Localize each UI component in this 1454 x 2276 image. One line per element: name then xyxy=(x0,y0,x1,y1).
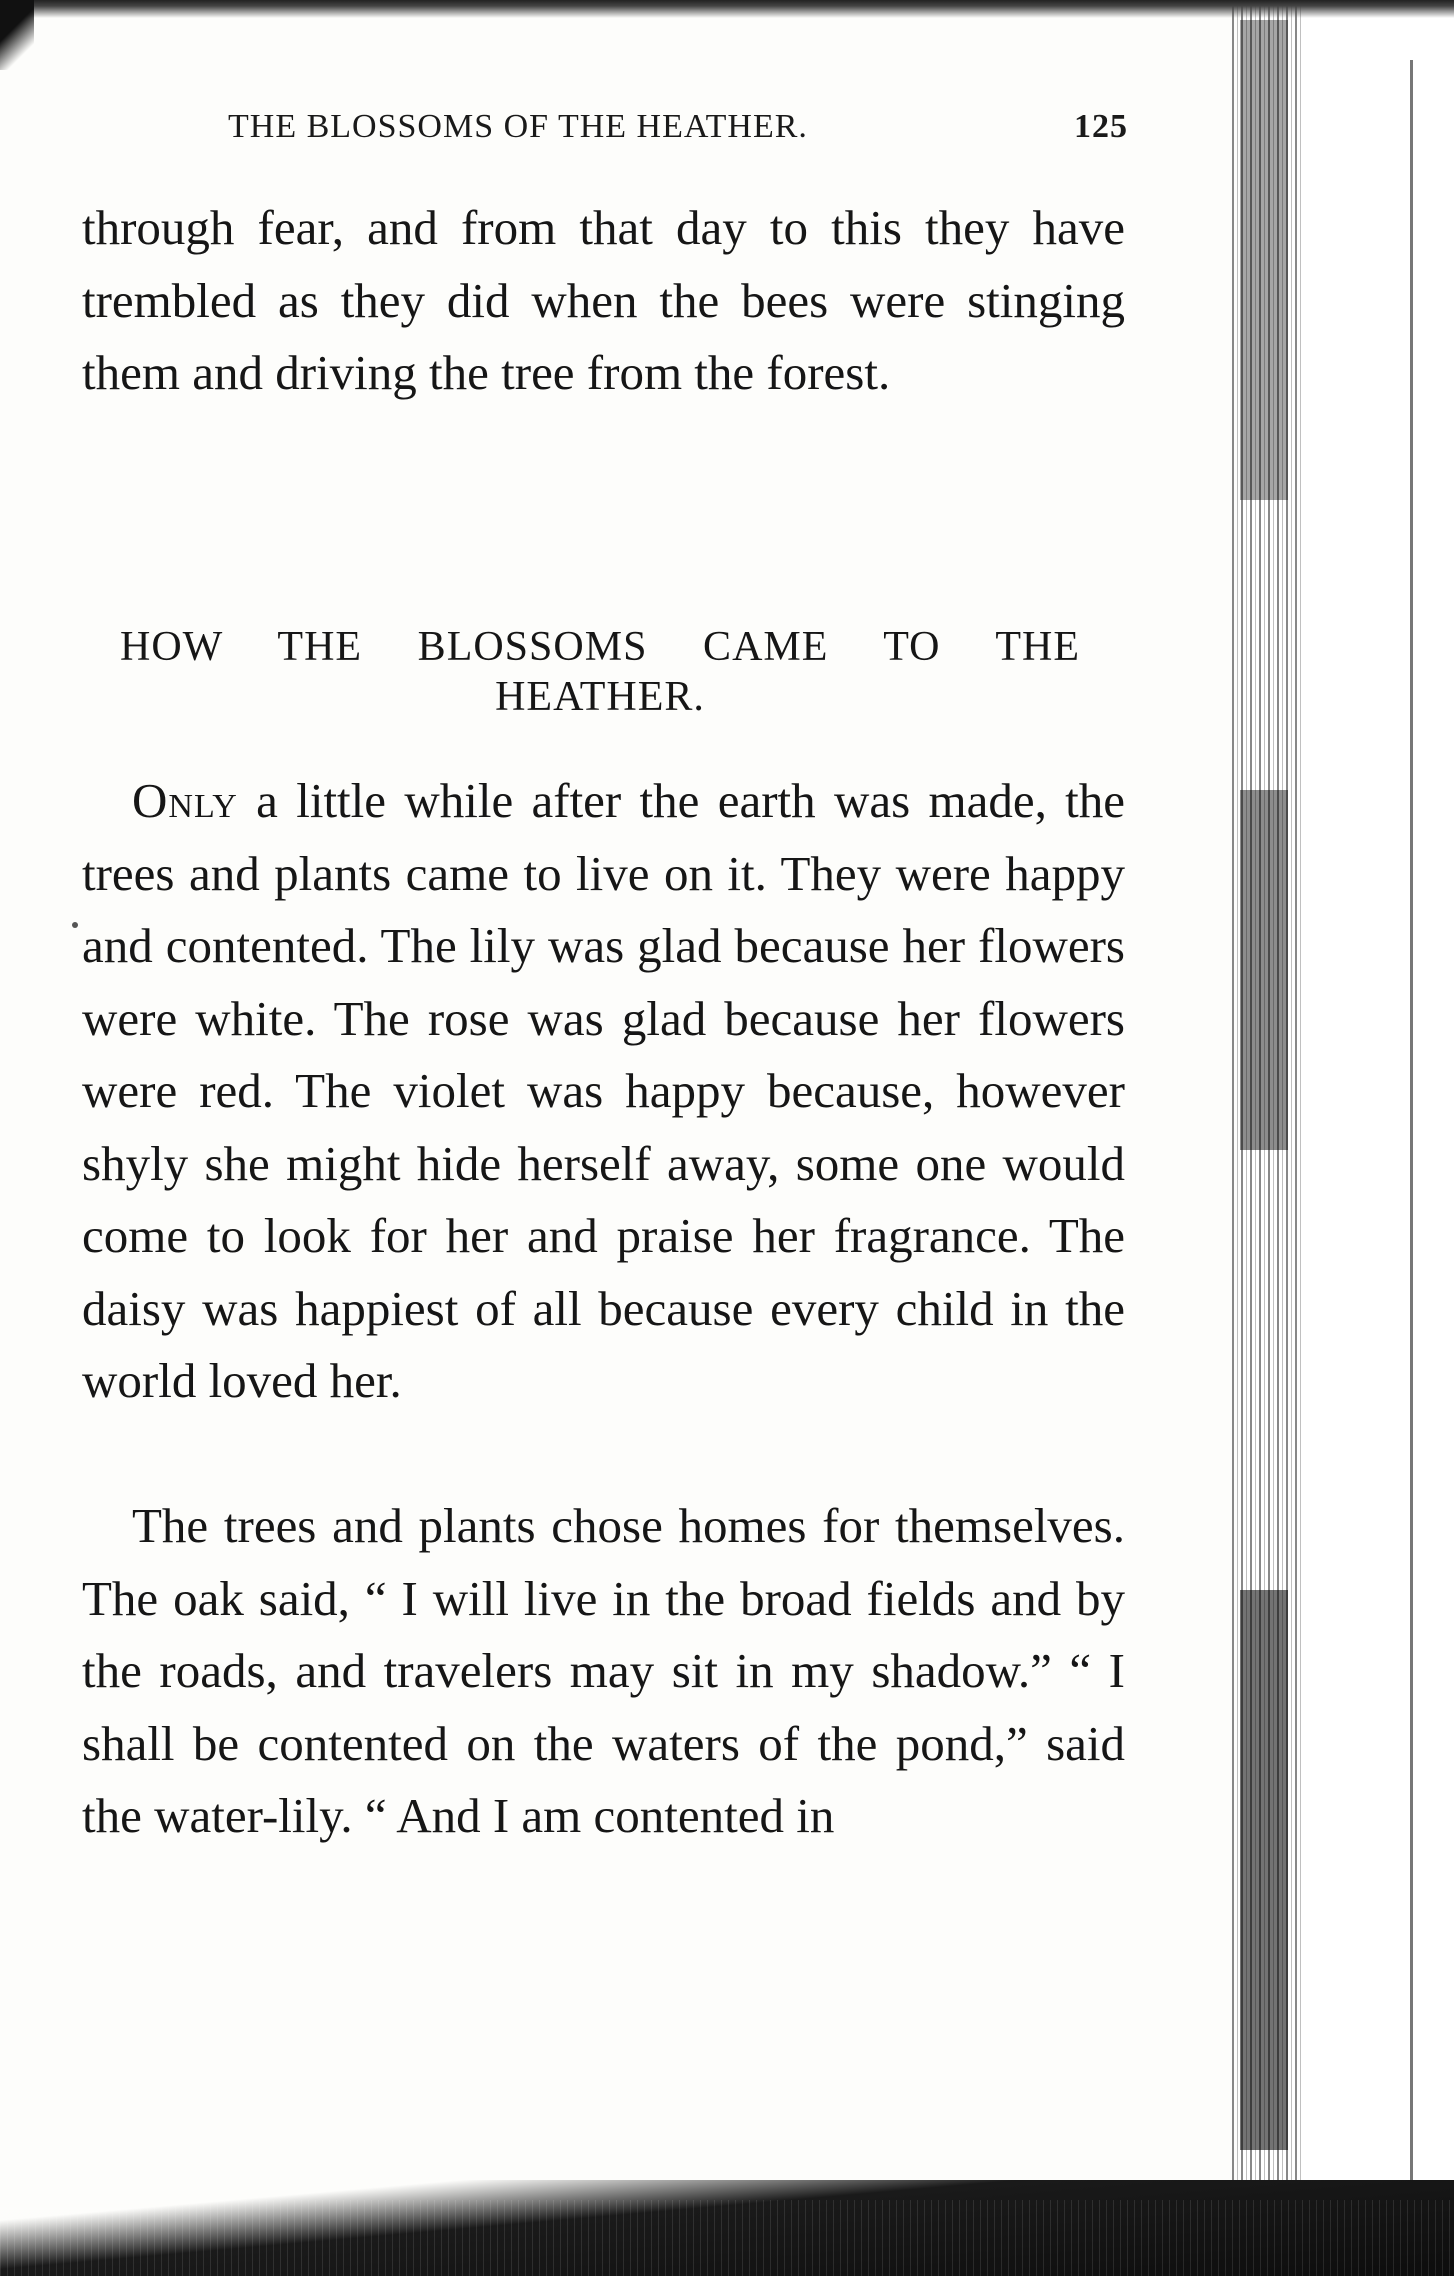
scan-edge-bottom-texture xyxy=(0,2200,1454,2276)
paragraph-lead-word: Only xyxy=(132,773,238,828)
running-head xyxy=(228,108,1128,156)
ink-speck xyxy=(72,922,78,928)
spine-shadow-middle xyxy=(1240,790,1288,1150)
paragraph-only-a-little-while xyxy=(82,765,1125,1418)
paragraph-trees-and-plants: The trees and plants chose homes for themselves. The oak said, “ I will live in the broad fields and by the roads, and travelers may sit in my shadow.” “ I shall be contented on the waters of the pond,” said the water-lily. “ And I am contented in xyxy=(82,1498,1125,1843)
section-heading-line-1: HOW THE BLOSSOMS CAME TO THE xyxy=(120,624,1080,670)
spine-shadow-top xyxy=(1240,20,1288,500)
page-edge-line xyxy=(1410,60,1413,2180)
spine-shadow-bottom xyxy=(1240,1590,1288,2150)
paragraph-1-text: a little while after the earth was made, the trees and plants came to live on it. They were happy and contented. The lily was glad because her flowers were white. The rose was glad because her flowers were red. The violet was happy because, however shyly she might hide herself away, some one would come to look for her and praise her fragrance. The daisy was happiest of all because every child in the world loved her. xyxy=(82,773,1125,1408)
section-heading-line-2: HEATHER. xyxy=(495,674,705,720)
page-number: 125 xyxy=(1074,108,1128,145)
section-heading xyxy=(120,622,1080,722)
scan-edge-top xyxy=(0,0,1454,18)
continuation-paragraph: through fear, and from that day to this they have trembled as they did when the bees were stinging them and driving the tree from the forest. xyxy=(82,200,1125,400)
scan-corner-top-left xyxy=(0,0,34,70)
running-title: THE BLOSSOMS OF THE HEATHER. xyxy=(228,108,808,145)
